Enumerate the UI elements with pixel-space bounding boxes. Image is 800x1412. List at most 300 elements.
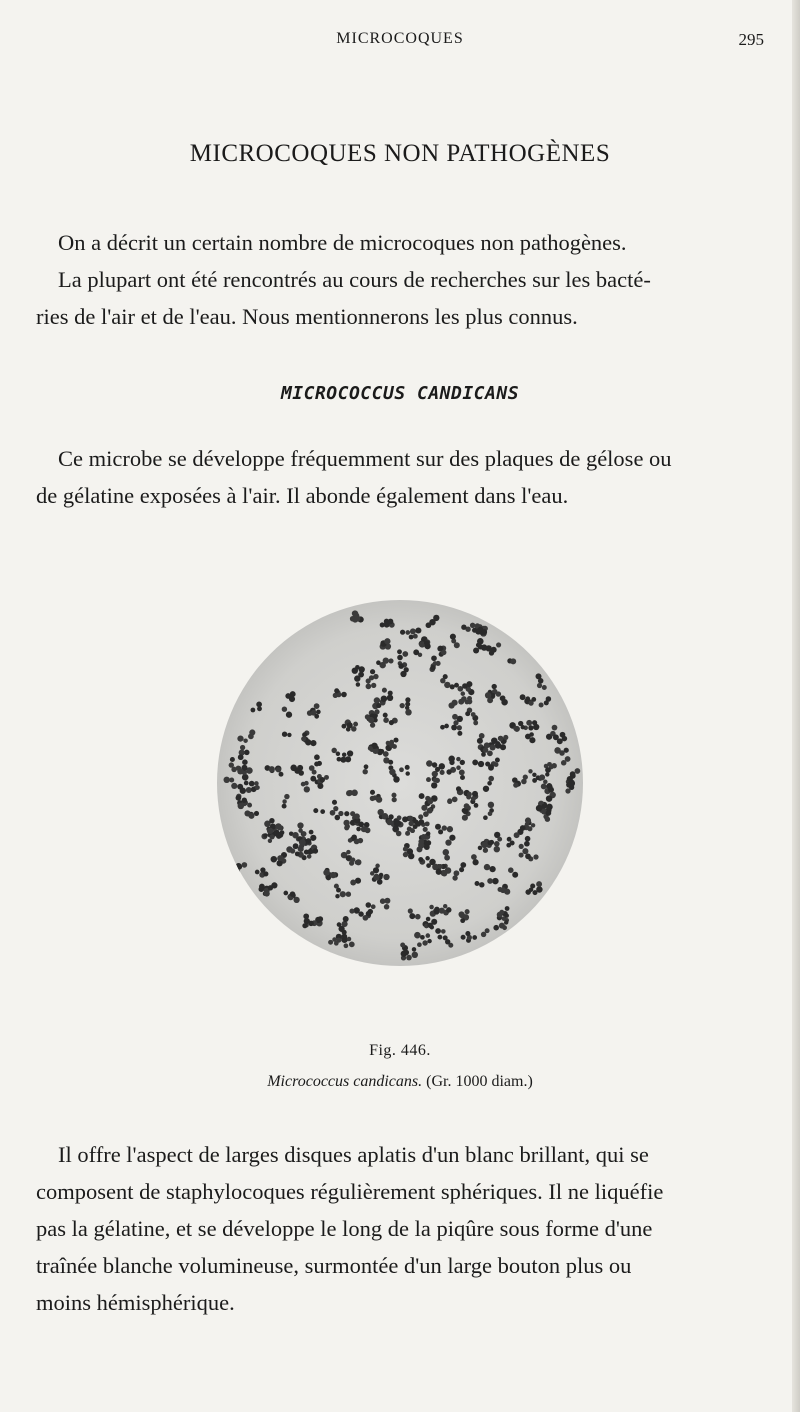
coccus-dot <box>504 920 508 924</box>
coccus-dot <box>481 629 487 635</box>
coccus-dot <box>519 853 524 858</box>
coccus-dot <box>472 859 478 865</box>
coccus-dot <box>418 839 424 845</box>
page-edge <box>792 0 800 1412</box>
coccus-dot <box>527 826 532 831</box>
coccus-dot <box>449 835 455 841</box>
coccus-dot <box>277 861 282 866</box>
coccus-dot <box>284 794 289 799</box>
coccus-dot <box>510 658 516 664</box>
coccus-dot <box>514 832 520 838</box>
coccus-dot <box>229 777 234 782</box>
coccus-dot <box>433 661 438 666</box>
coccus-dot <box>310 835 316 841</box>
coccus-dot <box>348 838 353 843</box>
coccus-dot <box>437 935 442 940</box>
coccus-dot <box>290 848 295 853</box>
coccus-dot <box>335 815 341 821</box>
coccus-dot <box>392 797 397 802</box>
coccus-dot <box>521 725 525 729</box>
coccus-dot <box>392 826 398 832</box>
coccus-dot <box>382 688 387 693</box>
coccus-dot <box>370 669 375 674</box>
coccus-dot <box>471 796 476 801</box>
coccus-dot <box>471 712 476 717</box>
coccus-dot <box>267 828 273 834</box>
coccus-dot <box>459 867 464 872</box>
coccus-dot <box>500 744 506 750</box>
coccus-dot <box>356 827 361 832</box>
coccus-dot <box>454 870 460 876</box>
coccus-dot <box>347 750 353 756</box>
coccus-dot <box>471 854 477 860</box>
coccus-dot <box>235 863 242 870</box>
coccus-dot <box>462 683 468 689</box>
coccus-dot <box>402 816 408 822</box>
coccus-dot <box>546 804 552 810</box>
coccus-dot <box>342 752 346 756</box>
coccus-dot <box>246 787 252 793</box>
coccus-dot <box>404 667 409 672</box>
coccus-dot <box>435 824 441 830</box>
coccus-dot <box>303 913 309 919</box>
coccus-dot <box>333 806 338 811</box>
coccus-dot <box>462 815 468 821</box>
coccus-dot <box>472 791 478 797</box>
coccus-dot <box>317 783 323 789</box>
coccus-dot <box>412 947 417 952</box>
coccus-dot <box>414 932 421 939</box>
coccus-dot <box>352 668 358 674</box>
coccus-dot <box>450 684 455 689</box>
coccus-dot <box>494 846 500 852</box>
coccus-dot <box>465 711 470 716</box>
coccus-dot <box>483 815 488 820</box>
coccus-dot <box>441 650 447 656</box>
section-title: MICROCOQUES NON PATHOGÈNES <box>189 140 611 167</box>
coccus-dot <box>355 859 361 865</box>
coccus-dot <box>304 781 309 786</box>
coccus-dot <box>248 813 254 819</box>
coccus-dot <box>434 907 439 912</box>
coccus-dot <box>452 700 458 706</box>
coccus-dot <box>483 786 489 792</box>
coccus-dot <box>426 840 432 846</box>
coccus-dot <box>310 740 316 746</box>
coccus-dot <box>403 847 408 852</box>
description-paragraph <box>36 440 764 514</box>
coccus-dot <box>393 738 398 743</box>
coccus-dot <box>256 702 262 708</box>
coccus-dot <box>366 684 372 690</box>
coccus-dot <box>499 910 504 915</box>
coccus-dot <box>397 815 402 820</box>
coccus-dot <box>532 773 536 777</box>
coccus-dot <box>343 916 349 922</box>
coccus-dot <box>370 722 375 727</box>
coccus-dot <box>408 908 413 913</box>
coccus-dot <box>431 919 437 925</box>
coccus-dot <box>364 764 369 769</box>
coccus-dot <box>388 760 393 765</box>
coccus-dot <box>513 782 518 787</box>
figure-label: Fig. 446. <box>369 1042 431 1059</box>
coccus-dot <box>263 833 267 837</box>
coccus-dot <box>448 756 454 762</box>
coccus-dot <box>525 853 531 859</box>
coccus-dot <box>230 757 235 762</box>
coccus-dot <box>389 720 394 725</box>
coccus-dot <box>522 848 528 854</box>
coccus-dot <box>231 783 237 789</box>
coccus-dot <box>485 761 490 766</box>
coccus-dot <box>542 685 547 690</box>
coccus-dot <box>443 849 450 856</box>
coccus-dot <box>465 909 470 914</box>
coccus-dot <box>237 735 243 741</box>
coccus-dot <box>254 781 259 786</box>
coccus-dot <box>418 857 423 862</box>
coccus-dot <box>334 688 339 693</box>
coccus-dot <box>427 939 431 943</box>
coccus-dot <box>337 757 342 762</box>
coccus-dot <box>323 869 330 876</box>
coccus-dot <box>350 811 355 816</box>
coccus-dot <box>426 760 433 767</box>
coccus-dot <box>478 761 484 767</box>
coccus-dot <box>346 856 351 861</box>
coccus-dot <box>474 803 479 808</box>
coccus-dot <box>244 781 249 786</box>
coccus-dot <box>528 725 533 730</box>
coccus-dot <box>344 825 349 830</box>
coccus-dot <box>314 754 320 760</box>
coccus-dot <box>488 776 494 782</box>
coccus-dot <box>344 943 349 948</box>
coccus-dot <box>484 864 490 870</box>
figure-caption <box>0 1073 800 1091</box>
coccus-dot <box>485 692 491 698</box>
coccus-dot <box>496 642 501 647</box>
coccus-dot <box>521 779 527 785</box>
coccus-dot <box>276 833 282 839</box>
coccus-dot <box>569 780 575 786</box>
running-title: MICROCOQUES <box>336 30 464 47</box>
coccus-dot <box>529 887 534 892</box>
coccus-dot <box>388 658 393 663</box>
coccus-dot <box>467 696 472 701</box>
coccus-dot <box>237 768 243 774</box>
text-line: de gélatine exposées à l'air. Il abonde également dans l'eau. <box>36 483 569 508</box>
coccus-dot <box>483 848 488 853</box>
coccus-dot <box>383 717 389 723</box>
coccus-dot <box>368 746 373 751</box>
coccus-dot <box>341 724 346 729</box>
coccus-dot <box>282 706 287 711</box>
text-line: traînée blanche volumineuse, surmontée d'un large bouton plus ou <box>36 1253 632 1278</box>
coccus-dot <box>458 911 464 917</box>
coccus-dot <box>384 904 390 910</box>
coccus-dot <box>439 908 445 914</box>
coccus-dot <box>502 925 507 930</box>
coccus-dot <box>328 940 333 945</box>
coccus-dot <box>405 630 410 635</box>
coccus-dot <box>439 763 445 769</box>
coccus-dot <box>547 762 552 767</box>
coccus-dot <box>240 745 245 750</box>
coccus-dot <box>320 809 325 814</box>
coccus-dot <box>456 765 461 770</box>
coccus-dot <box>546 810 552 816</box>
coccus-dot <box>447 826 453 832</box>
coccus-dot <box>443 904 447 908</box>
coccus-dot <box>314 703 320 709</box>
coccus-dot <box>476 642 481 647</box>
coccus-dot <box>316 710 321 715</box>
coccus-dot <box>422 940 427 945</box>
coccus-dot <box>472 759 478 765</box>
coccus-dot <box>389 769 395 775</box>
coccus-dot <box>495 758 500 763</box>
coccus-dot <box>381 695 387 701</box>
coccus-dot <box>552 725 558 731</box>
coccus-dot <box>346 790 352 796</box>
coccus-dot <box>450 634 456 640</box>
coccus-dot <box>545 767 551 773</box>
coccus-dot <box>287 733 291 737</box>
coccus-dot <box>354 616 360 622</box>
subsection-title: MICROCOCCUS CANDICANS <box>280 383 520 404</box>
coccus-dot <box>443 935 448 940</box>
coccus-dot <box>442 825 447 830</box>
coccus-dot <box>461 935 466 940</box>
coccus-dot <box>444 682 450 688</box>
coccus-dot <box>525 836 531 842</box>
coccus-dot <box>436 869 442 875</box>
coccus-dot <box>341 692 347 698</box>
coccus-dot <box>528 769 532 773</box>
coccus-dot <box>242 759 248 765</box>
coccus-dot <box>419 819 425 825</box>
coccus-dot <box>451 725 457 731</box>
coccus-dot <box>536 881 542 887</box>
coccus-dot <box>244 750 250 756</box>
coccus-dot <box>444 855 450 861</box>
coccus-dot <box>408 816 414 822</box>
coccus-dot <box>243 738 248 743</box>
coccus-dot <box>412 952 418 958</box>
coccus-dot <box>533 854 538 859</box>
coccus-dot <box>383 713 388 718</box>
coccus-dot <box>383 751 389 757</box>
coccus-dot <box>421 805 427 811</box>
coccus-dot <box>376 660 381 665</box>
coccus-dot <box>351 790 358 797</box>
coccus-dot <box>541 804 546 809</box>
coccus-dot <box>269 818 274 823</box>
coccus-dot <box>388 695 393 700</box>
coccus-dot <box>424 643 430 649</box>
coccus-dot <box>425 821 430 826</box>
coccus-dot <box>423 827 428 832</box>
coccus-dot <box>452 714 458 720</box>
coccus-dot <box>531 823 535 827</box>
page-number: 295 <box>738 30 764 49</box>
coccus-dot <box>398 663 403 668</box>
coccus-dot <box>488 802 494 808</box>
coccus-dot <box>461 625 466 630</box>
coccus-dot <box>505 906 510 911</box>
coccus-dot <box>433 778 438 783</box>
coccus-dot <box>290 891 296 897</box>
coccus-dot <box>380 898 386 904</box>
coccus-dot <box>269 834 274 839</box>
coccus-dot <box>532 720 537 725</box>
coccus-dot <box>309 830 314 835</box>
coccus-dot <box>405 697 410 702</box>
coccus-dot <box>336 752 341 757</box>
coccus-dot <box>251 708 256 713</box>
coccus-dot <box>347 937 352 942</box>
coccus-dot <box>431 782 437 788</box>
coccus-dot <box>430 665 435 670</box>
coccus-dot <box>444 724 449 729</box>
coccus-dot <box>427 799 433 805</box>
coccus-dot <box>384 638 390 644</box>
coccus-dot <box>487 878 493 884</box>
coccus-dot <box>440 725 445 730</box>
coccus-dot <box>413 634 418 639</box>
coccus-dot <box>293 843 299 849</box>
coccus-dot <box>275 823 281 829</box>
coccus-dot <box>282 732 287 737</box>
coccus-dot <box>426 917 431 922</box>
coccus-dot <box>310 776 316 782</box>
coccus-dot <box>268 885 273 890</box>
coccus-dot <box>409 913 415 919</box>
coccus-dot <box>400 942 405 947</box>
coccus-dot <box>347 722 353 728</box>
coccus-dot <box>512 777 518 783</box>
coccus-dot <box>276 767 281 772</box>
coccus-dot <box>391 793 396 798</box>
micrograph-figure <box>216 598 584 968</box>
coccus-dot <box>282 804 287 809</box>
coccus-dot <box>561 760 567 766</box>
text-line: ries de l'air et de l'eau. Nous mentionnerons les plus connus. <box>36 304 578 329</box>
coccus-dot <box>297 822 303 828</box>
text-line: pas la gélatine, et se développe le long de la piqûre sous forme d'une <box>36 1216 653 1241</box>
coccus-dot <box>351 858 356 863</box>
running-head <box>0 30 800 54</box>
coccus-dot <box>371 683 376 688</box>
coccus-dot <box>410 828 415 833</box>
coccus-dot <box>472 935 477 940</box>
coccus-dot <box>388 691 393 696</box>
coccus-dot <box>500 695 506 701</box>
coccus-dot <box>309 765 315 771</box>
coccus-dot <box>374 697 380 703</box>
coccus-dot <box>528 700 533 705</box>
coccus-dot <box>335 894 339 898</box>
coccus-dot <box>330 872 336 878</box>
coccus-dot <box>427 808 433 814</box>
coccus-dot <box>417 942 422 947</box>
coccus-dot <box>242 862 248 868</box>
coccus-dot <box>477 738 483 744</box>
coccus-dot <box>493 925 499 931</box>
coccus-dot <box>460 918 465 923</box>
coccus-dot <box>370 790 375 795</box>
coccus-dot <box>279 772 284 777</box>
coccus-dot <box>346 850 350 854</box>
coccus-dot <box>441 929 446 934</box>
coccus-dot <box>465 931 470 936</box>
coccus-dot <box>457 731 462 736</box>
coccus-dot <box>486 645 492 651</box>
coccus-dot <box>507 837 512 842</box>
coccus-dot <box>363 769 368 774</box>
coccus-dot <box>242 798 247 803</box>
text-line: Ce microbe se développe fréquemment sur des plaques de gélose ou <box>58 446 672 471</box>
coccus-dot <box>545 816 550 821</box>
coccus-dot <box>340 757 346 763</box>
coccus-dot <box>247 803 252 808</box>
coccus-dot <box>503 735 508 740</box>
coccus-dot <box>414 820 419 825</box>
coccus-dot <box>344 811 349 816</box>
coccus-dot <box>332 800 337 805</box>
coccus-dot <box>460 760 465 765</box>
coccus-dot <box>525 817 531 823</box>
caption-species: Micrococcus candicans. <box>267 1073 423 1090</box>
coccus-dot <box>333 693 338 698</box>
text-line: Il offre l'aspect de larges disques aplatis d'un blanc brillant, qui se <box>58 1142 649 1167</box>
coccus-dot <box>452 875 457 880</box>
coccus-dot <box>433 615 439 621</box>
coccus-dot <box>255 870 260 875</box>
coccus-dot <box>238 754 244 760</box>
coccus-dot <box>479 882 484 887</box>
coccus-dot <box>286 712 292 718</box>
coccus-dot <box>490 744 496 750</box>
coccus-dot <box>236 795 242 801</box>
coccus-dot <box>331 748 336 753</box>
coccus-dot <box>539 703 544 708</box>
coccus-dot <box>370 871 374 875</box>
coccus-dot <box>420 935 425 940</box>
coccus-dot <box>356 682 360 686</box>
coccus-dot <box>240 788 246 794</box>
coccus-dot <box>283 891 288 896</box>
coccus-dot <box>497 837 502 842</box>
coccus-dot <box>461 691 466 696</box>
coccus-dot <box>513 726 518 731</box>
coccus-dot <box>269 766 275 772</box>
coccus-dot <box>249 781 255 787</box>
coccus-dot <box>529 732 534 737</box>
coccus-dot <box>373 674 378 679</box>
coccus-dot <box>554 747 561 754</box>
coccus-dot <box>539 774 545 780</box>
coccus-dot <box>415 627 421 633</box>
coccus-dot <box>405 765 410 770</box>
coccus-dot <box>546 795 552 801</box>
coccus-dot <box>264 891 270 897</box>
coccus-dot <box>489 866 495 872</box>
coccus-dot <box>418 814 423 819</box>
coccus-dot <box>350 880 356 886</box>
